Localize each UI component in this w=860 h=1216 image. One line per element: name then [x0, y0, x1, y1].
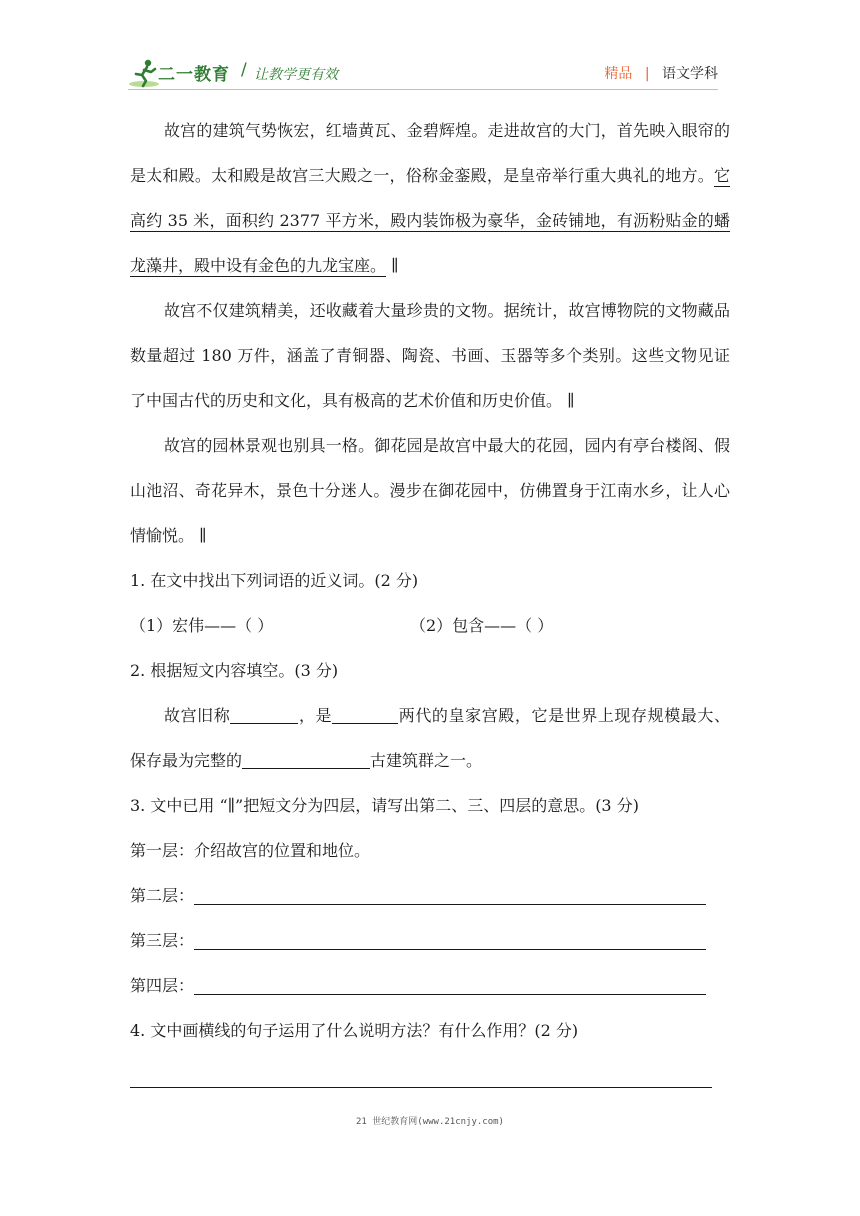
layer-4-row [130, 963, 730, 1008]
question-1-option-1: （1）宏伟——（ ） [130, 616, 274, 635]
question-4: 4. 文中画横线的句子运用了什么说明方法？有什么作用？(2 分) [130, 1021, 579, 1040]
question-1-option-2: （2）包含——（ ） [410, 616, 554, 635]
fill-blank-2[interactable] [332, 707, 398, 724]
paragraph-1-text: 故宫的建筑气势恢宏，红墙黄瓦、金碧辉煌。走进故宫的大门，首先映入眼帘的是太和殿。太和殿是故宫三大殿之一，俗称金銮殿，是皇帝举行重大典礼的地方。 [130, 121, 730, 185]
layer-2-answer-line[interactable] [194, 888, 706, 905]
question-2-fill [130, 693, 730, 783]
question-1: 1. 在文中找出下列词语的近义词。(2 分) [130, 571, 419, 590]
layer-4-answer-line[interactable] [194, 978, 706, 995]
passage-paragraph-1 [130, 108, 730, 288]
underlined-sentence: 它高约 35 米，面积约 2377 平方米，殿内装饰极为豪华，金砖铺地，有沥粉贴金的蟠龙藻井，殿中设有金色的九龙宝座。 [130, 166, 730, 275]
fill-blank-1[interactable] [230, 707, 298, 724]
brand-name: 二一教育 [158, 65, 230, 85]
layer-2-label: 第二层： [130, 886, 195, 905]
layer-3-row [130, 918, 730, 963]
layer-1-answer: 第一层：介绍故宫的位置和地位。 [130, 841, 371, 860]
fill-blank-3[interactable] [242, 752, 370, 769]
fill-text: 古建筑群之一。 [370, 751, 483, 770]
page-header [128, 56, 718, 90]
passage-paragraph-2 [130, 288, 730, 423]
header-tags [604, 63, 718, 83]
question-2: 2. 根据短文内容填空。(3 分) [130, 661, 339, 680]
question-1-options [130, 603, 730, 648]
question-4-answer-line[interactable] [130, 1053, 712, 1088]
fill-text: 故宫旧称 [164, 706, 231, 725]
paragraph-2-text: 故宫不仅建筑精美，还收藏着大量珍贵的文物。据统计，故宫博物院的文物藏品数量超过 180 万件，涵盖了青铜器、陶瓷、书画、玉器等多个类别。这些文物见证了中国古代的历史和文化，具有极高的艺术价值和历史价值。 [130, 301, 730, 410]
fill-text: ，是 [298, 706, 333, 725]
paragraph-3-text: 故宫的园林景观也别具一格。御花园是故宫中最大的花园，园内有亭台楼阁、假山池沼、奇花异木，景色十分迷人。漫步在御花园中，仿佛置身于江南水乡，让人心情愉悦。 [130, 436, 730, 545]
tag-premium: 精品 [604, 66, 633, 82]
layer-3-answer-line[interactable] [194, 933, 706, 950]
layer-mark: ∥ [567, 391, 575, 410]
tag-subject: 语文学科 [662, 66, 718, 82]
page-footer: 21 世纪教育网(www.21cnjy.com) [356, 1117, 504, 1127]
worksheet-body [130, 108, 730, 1088]
passage-paragraph-3 [130, 423, 730, 558]
brand-slash: / [241, 60, 247, 80]
layer-mark: ∥ [199, 526, 207, 545]
question-3: 3. 文中已用 “∥”把短文分为四层，请写出第二、三、四层的意思。(3 分) [130, 796, 639, 815]
brand-slogan: 让教学更有效 [254, 67, 338, 83]
layer-mark: ∥ [391, 256, 399, 275]
fill-text: 两代的皇家宫殿，它是世界上现存规模最大、保存最为完整的 [130, 706, 730, 770]
tag-separator: | [644, 66, 650, 82]
header-divider [128, 89, 718, 90]
layer-3-label: 第三层： [130, 931, 195, 950]
layer-4-label: 第四层： [130, 976, 195, 995]
layer-2-row [130, 873, 730, 918]
